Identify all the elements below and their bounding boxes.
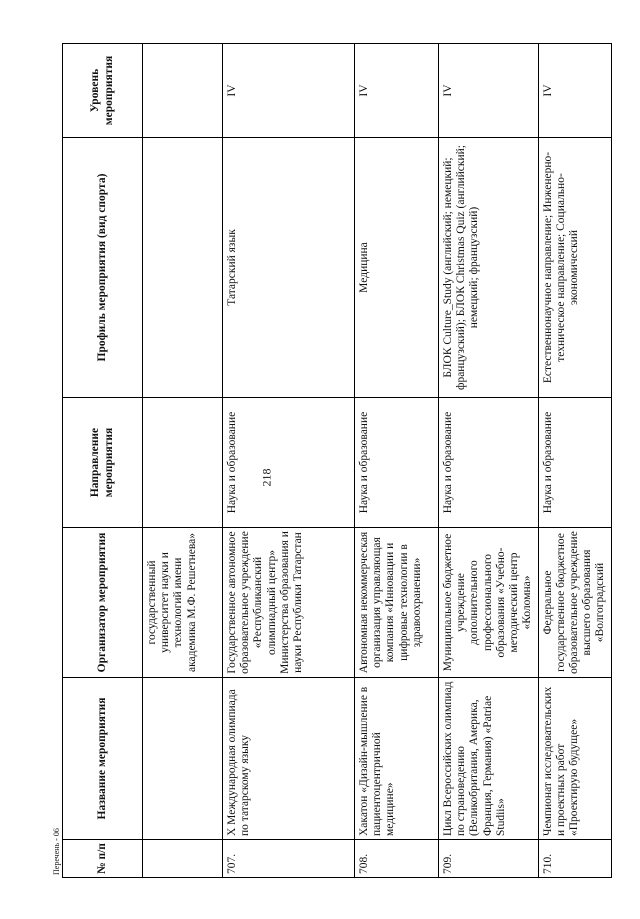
table-row xyxy=(538,44,611,878)
cell-profile xyxy=(143,138,223,398)
page-number: 218 xyxy=(259,468,274,487)
events-table xyxy=(62,43,612,878)
cell-direction: Наука и образование xyxy=(223,398,355,528)
cell-direction: Наука и образование xyxy=(439,398,539,528)
cell-num: 710. xyxy=(538,840,611,878)
document-table-area xyxy=(62,44,607,878)
table-row xyxy=(223,44,355,878)
header-row xyxy=(63,44,143,878)
cell-profile: Медицина xyxy=(355,138,439,398)
cell-name: X Международная олимпиада по татарскому языку xyxy=(223,678,355,840)
header-num: № п/п xyxy=(63,840,143,878)
cell-level: IV xyxy=(538,44,611,138)
cell-direction xyxy=(143,398,223,528)
cell-level: IV xyxy=(223,44,355,138)
cell-num xyxy=(143,840,223,878)
header-profile: Профиль мероприятия (вид спорта) xyxy=(63,138,143,398)
cell-num: 709. xyxy=(439,840,539,878)
header-name: Название мероприятия xyxy=(63,678,143,840)
cell-org: Федеральное государственное бюджетное образовательное учреждение высшего образования «Волгоградский xyxy=(538,528,611,678)
cell-name: Чемпионат исследовательских и проектных работ «Проектирую будущее» xyxy=(538,678,611,840)
table-row xyxy=(143,44,223,878)
cell-num: 708. xyxy=(355,840,439,878)
cell-level: IV xyxy=(355,44,439,138)
cell-direction: Наука и образование xyxy=(538,398,611,528)
cell-direction: Наука и образование xyxy=(355,398,439,528)
cell-org: Муниципальное бюджетное учреждение дополнительного профессионального образования «Учебно-методический центр «Коломна» xyxy=(439,528,539,678)
header-org: Организатор мероприятия xyxy=(63,528,143,678)
cell-profile: Татарский язык xyxy=(223,138,355,398)
cell-level: IV xyxy=(439,44,539,138)
cell-profile: БЛОК Culture_Study (английский; немецкий; французский); БЛОК Christmas Quiz (английский; немецкий; французский) xyxy=(439,138,539,398)
footer-code: Перечень - 06 xyxy=(52,828,61,875)
header-level: Уровень мероприятия xyxy=(63,44,143,138)
cell-num: 707. xyxy=(223,840,355,878)
cell-level xyxy=(143,44,223,138)
rotated-table-container xyxy=(62,44,607,878)
table-row xyxy=(439,44,539,878)
cell-org: Автономная некоммерческая организация управляющая компания «Инновации и цифровые технологии в здравоохранении» xyxy=(355,528,439,678)
cell-name: Цикл Всероссийских олимпиад по страноведению (Великобритания, Америка, Франция, Германия) «Patriae Studiis» xyxy=(439,678,539,840)
cell-name: Хакатон «Дизайн-мышление в пациентоцентричной медицине» xyxy=(355,678,439,840)
cell-profile: Естественнонаучное направление; Инженерно-техническое направление; Социально-экономический xyxy=(538,138,611,398)
header-direction: Направление мероприятия xyxy=(63,398,143,528)
table-row xyxy=(355,44,439,878)
cell-org: государственный университет науки и технологий имени академика М.Ф. Решетнева» xyxy=(143,528,223,678)
cell-name xyxy=(143,678,223,840)
cell-org: Государственное автономное образовательное учреждение «Республиканский олимпиадный центр» Министерства образования и науки Республики Татарстан xyxy=(223,528,355,678)
